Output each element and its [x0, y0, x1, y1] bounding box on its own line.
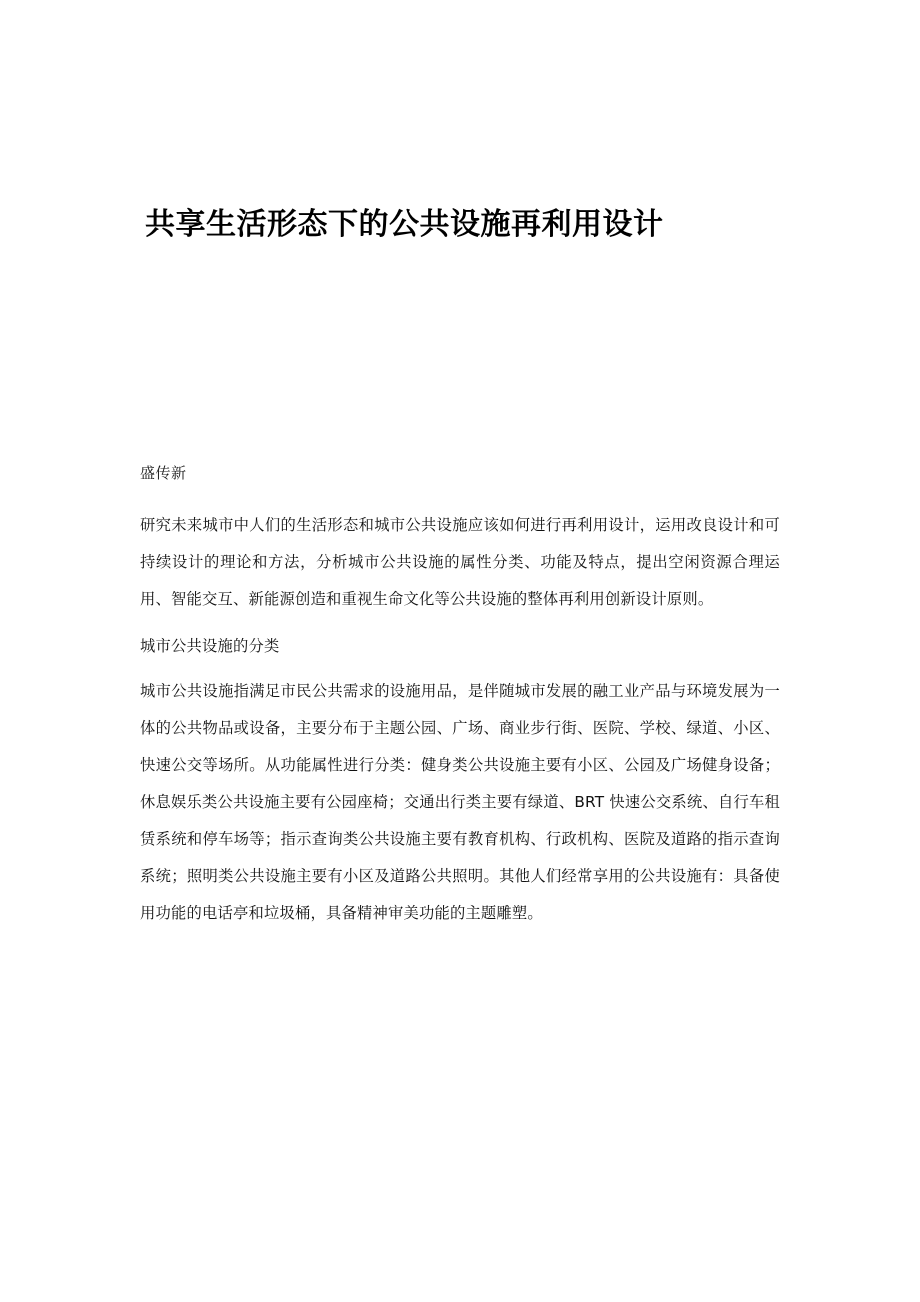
title-spacer [140, 246, 780, 461]
page-title: 共享生活形态下的公共设施再利用设计 [145, 207, 664, 242]
section-body-classification: 城市公共设施指满足市民公共需求的设施用品，是伴随城市发展的融工业产品与环境发展为一体的公共物品或设备，主要分布于主题公园、广场、商业步行街、医院、学校、绿道、小区、快速公交等场所。从功能属性进行分类：健身类公共设施主要有小区、公园及广场健身设备；休息娱乐类公共设施主要有公园座椅；交通出行类主要有绿道、BRT 快速公交系统、自行车租赁系统和停车场等；指示查询类公共设施主要有教育机构、行政机构、医院及道路的指示查询系统；照明类公共设施主要有小区及道路公共照明。其他人们经常享用的公共设施有：具备使用功能的电话亭和垃圾桶，具备精神审美功能的主题雕塑。 [140, 681, 780, 922]
author-name: 盛传新 [140, 463, 187, 482]
abstract-paragraph: 研究未来城市中人们的生活形态和城市公共设施应该如何进行再利用设计，运用改良设计和可持续设计的理论和方法，分析城市公共设施的属性分类、功能及特点，提出空闲资源合理运用、智能交互、新能源创造和重视生命文化等公共设施的整体再利用创新设计原则。 [140, 515, 780, 608]
section-heading-classification: 城市公共设施的分类 [140, 636, 280, 655]
